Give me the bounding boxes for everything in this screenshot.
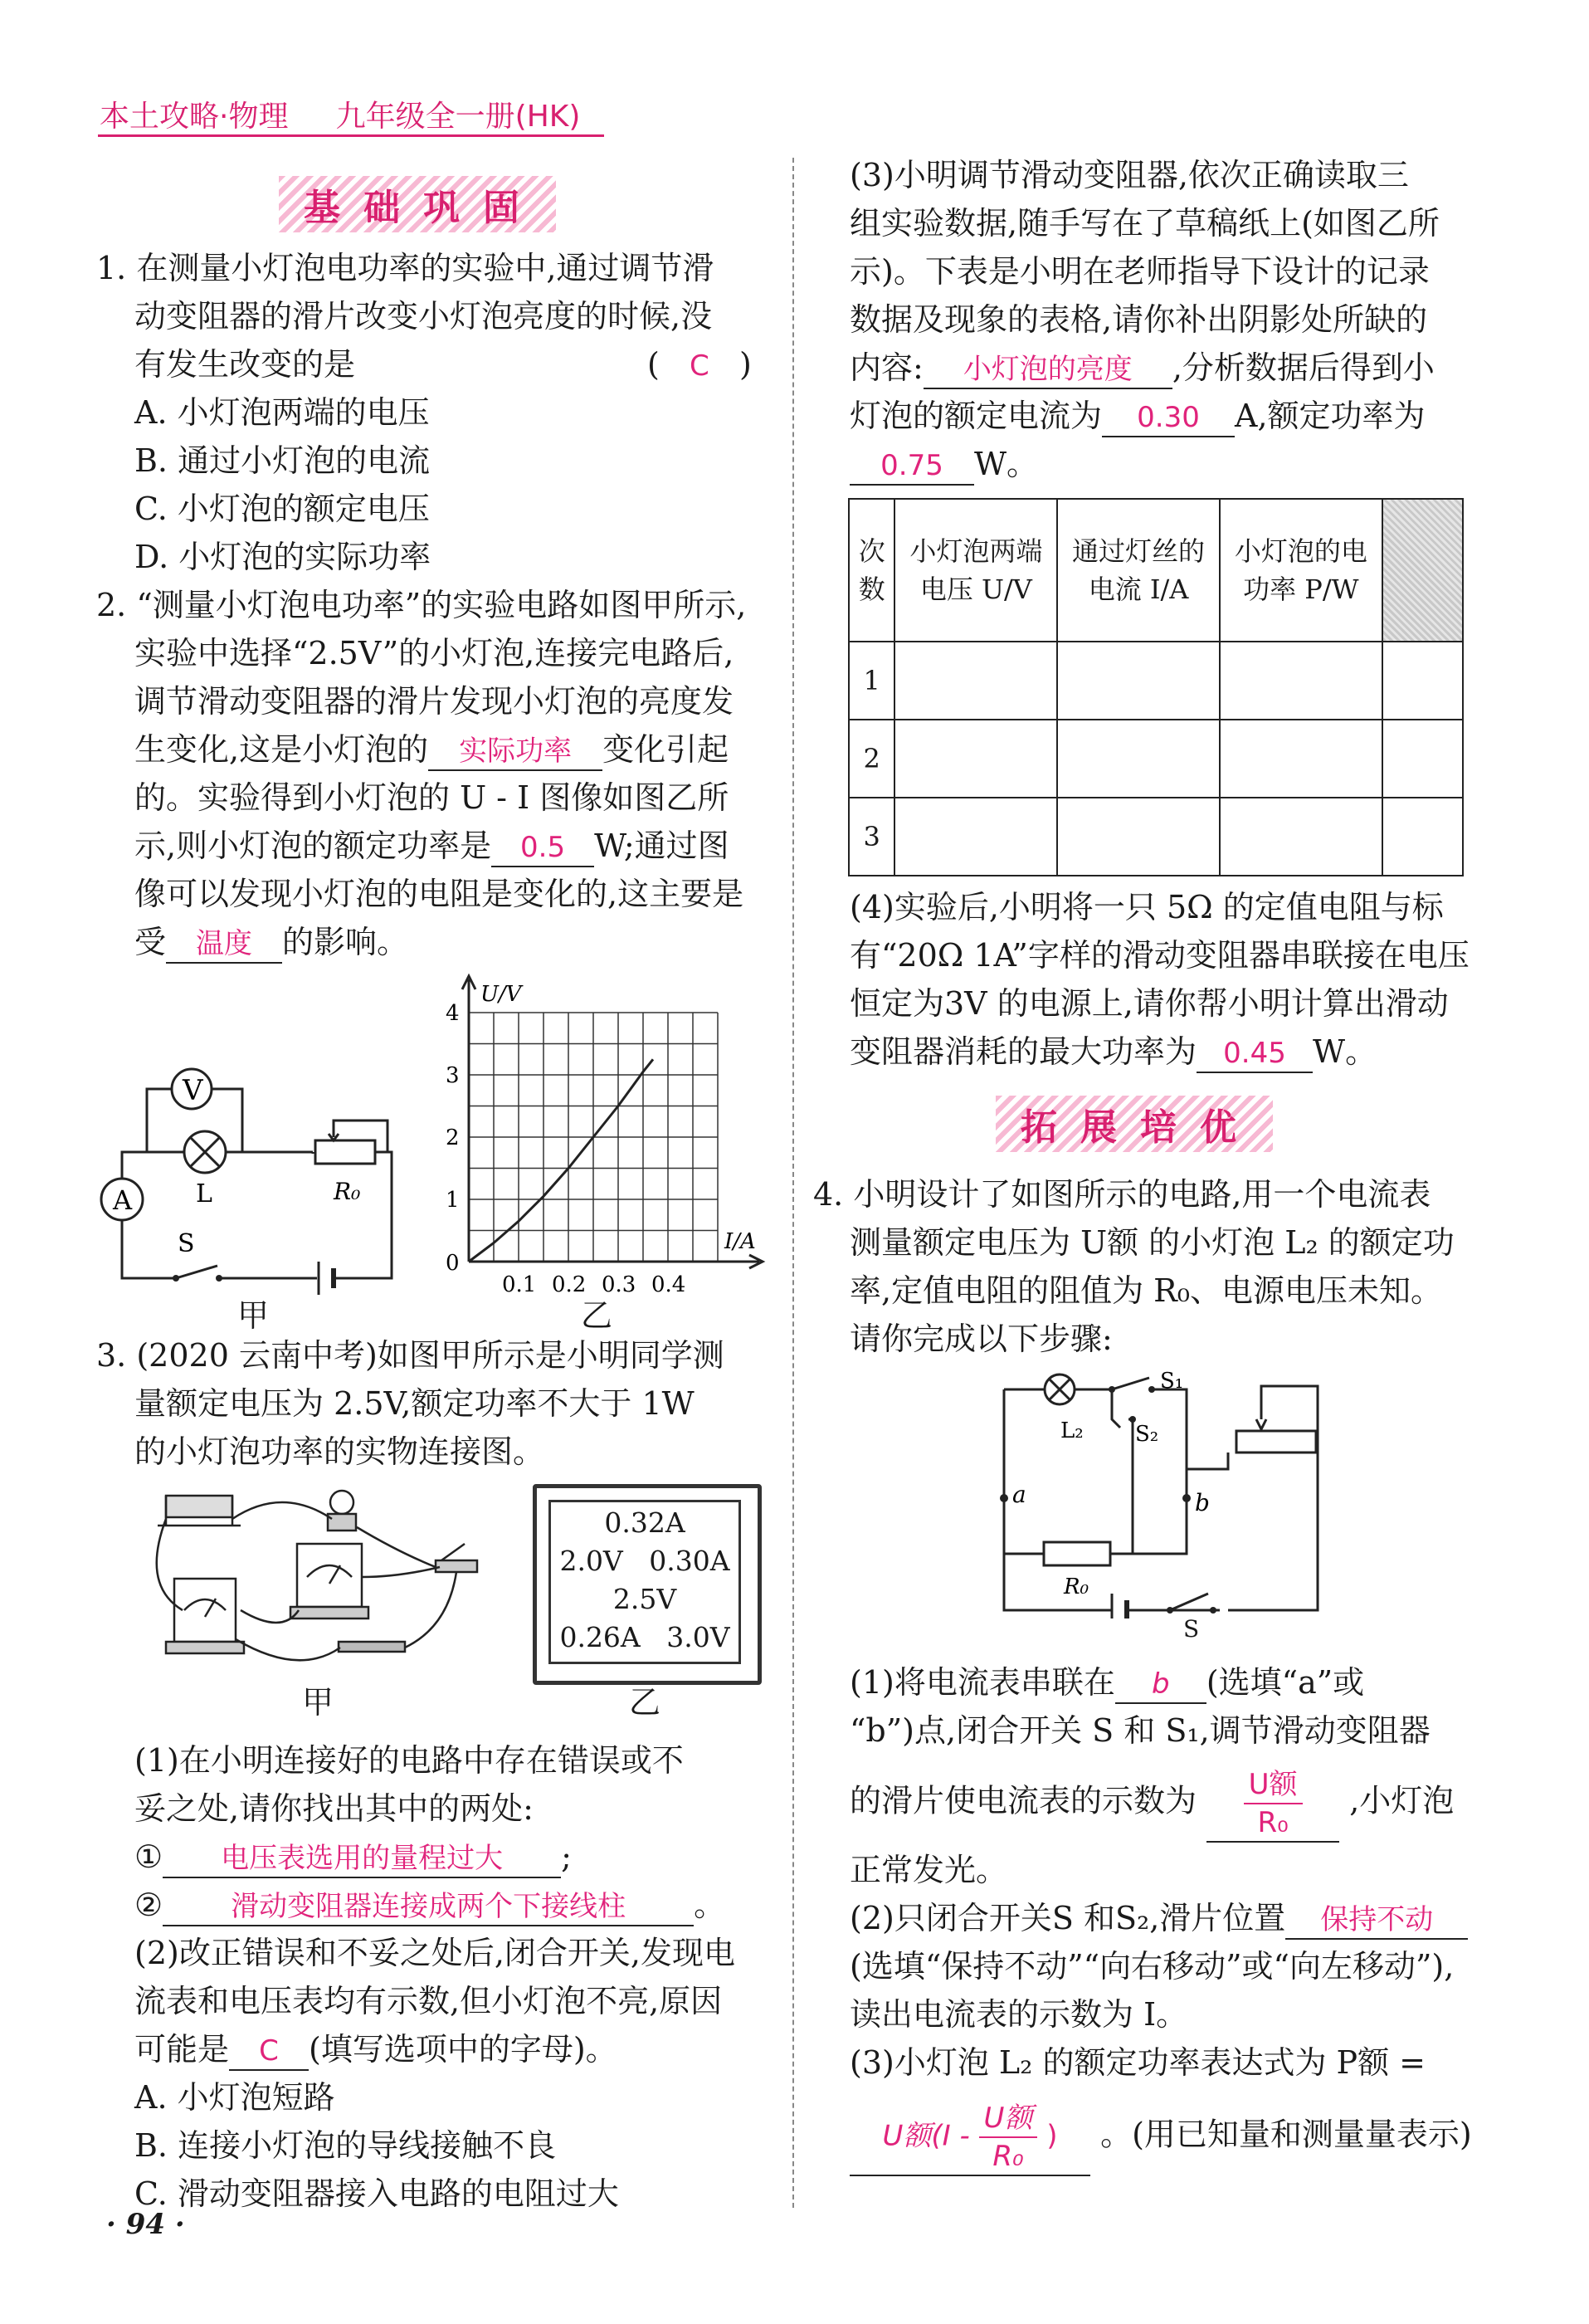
q3-p3-line2: 组实验数据,随手写在了草稿纸上(如图乙所: [850, 205, 1440, 242]
switch-s1-label: S₁: [1160, 1370, 1184, 1394]
q3-p3-line1: (3)小明调节滑动变阻器,依次正确读取三: [850, 157, 1409, 193]
q2-ui-graph: [423, 954, 772, 1303]
q3-p1-answer-1: 电压表选用的量程过大: [163, 1840, 561, 1878]
y-tick-label: 2: [446, 1125, 460, 1150]
q3-apparatus-drawing: [149, 1486, 498, 1668]
q3-p1-line2: 妥之处,请你找出其中的两处:: [134, 1790, 534, 1827]
draft-line-4: 0.26A 3.0V: [559, 1621, 730, 1653]
section-title-extend: 拓展培优: [996, 1096, 1273, 1152]
section-title-basic: 基础巩固: [279, 176, 556, 232]
q4-p2-line3: 读出电流表的示数为 I。: [850, 1996, 1188, 2033]
q3-p3-line4: 数据及现象的表格,请你补出阴影处所缺的: [850, 301, 1428, 338]
resistor-r0-label: R₀: [1064, 1575, 1089, 1599]
table-header-row: [849, 499, 1463, 642]
q1-line2: 动变阻器的滑片改变小灯泡亮度的时候,没: [134, 298, 713, 334]
q4-line3: 率,定值电阻的阻值为 R₀、电源电压未知。: [850, 1272, 1443, 1309]
y-tick-label: 1: [446, 1188, 460, 1213]
q2-circuit-diagram: [93, 1054, 408, 1328]
q2-line3: 调节滑动变阻器的滑片发现小灯泡的亮度发: [134, 683, 734, 720]
q4-p2-line2: (选填“保持不动”“向右移动”或“向左移动”),: [850, 1948, 1455, 1985]
x-tick-label: 0.2: [552, 1272, 587, 1297]
header-underline: [98, 134, 604, 137]
switch-label: S: [178, 1229, 195, 1258]
table-row: [849, 720, 1463, 798]
table-header-power: 小灯泡的电 功率 P/W: [1220, 499, 1382, 642]
y-axis-label: U/V: [480, 982, 522, 1007]
q3-p4-line3: 恒定为3V 的电源上,请你帮小明计算出滑动: [850, 985, 1449, 1022]
main-switch-label: S: [1183, 1615, 1200, 1643]
q3-fig-jia-label: 甲: [302, 1684, 334, 1721]
voltmeter-label: V: [183, 1074, 203, 1107]
table-row: [849, 642, 1463, 720]
q1-answer: C: [690, 349, 709, 383]
q3-p2-answer: C: [229, 2033, 309, 2071]
q4-p1-line1: (1)将电流表串联在 b (选填“a”或: [850, 1658, 1364, 1706]
table-row-num: 1: [849, 642, 894, 720]
q1-option-c: C. 小灯泡的额定电压: [134, 491, 430, 527]
point-a-label: a: [1012, 1481, 1026, 1508]
header-title: [100, 93, 580, 135]
x-tick-label: 0.1: [502, 1272, 537, 1297]
q1-option-a: A. 小灯泡两端的电压: [134, 394, 430, 431]
q4-p1-line2: “b”)点,闭合开关 S 和 S₁,调节滑动变阻器: [850, 1712, 1431, 1749]
q2-line8: 受 温度 的影响。: [134, 918, 408, 966]
q2-answer-3: 温度: [166, 925, 282, 964]
q3-p2-option-c: C. 滑动变阻器接入电路的电阻过大: [134, 2175, 619, 2212]
q3-p3-line7: 0.75 W。: [850, 440, 1038, 488]
q4-p2-answer: 保持不动: [1285, 1902, 1468, 1940]
table-row-num: 3: [849, 798, 894, 876]
q4-p3-answer: U额(I - $\frac{\text{U额}}{\text{R₀}}$ ): [850, 2100, 1090, 2176]
q1-line3: 有发生改变的是: [134, 346, 356, 383]
q4-p1-answer: b: [1115, 1666, 1206, 1704]
table-header-shaded: [1382, 499, 1463, 642]
q2-answer-2: 0.5: [491, 829, 594, 867]
q3-p2-line3: 可能是 C (填写选项中的字母)。: [134, 2025, 617, 2073]
draft-line-3: 2.5V: [612, 1583, 677, 1615]
q3-p2-option-a: A. 小灯泡短路: [134, 2079, 335, 2116]
lamp-l2-label: L₂: [1060, 1418, 1084, 1443]
x-tick-label: 0.4: [651, 1272, 686, 1297]
ui-curve: [469, 1059, 653, 1262]
q3-p3-answer-2: 0.30: [1102, 399, 1235, 437]
q4-line4: 请你完成以下步骤:: [850, 1321, 1113, 1357]
q3-p2-line1: (2)改正错误和不妥之处后,闭合开关,发现电: [134, 1935, 735, 1971]
q4-p3-line1: (3)小灯泡 L₂ 的额定功率表达式为 P额 =: [850, 2044, 1426, 2081]
q3-p3-line6: 灯泡的额定电流为 0.30 A,额定功率为: [850, 392, 1426, 440]
grade-label: 九年级全一册(HK): [335, 100, 581, 134]
q2-fig-jia-label: 甲: [237, 1297, 270, 1334]
q3-p1-line1: (1)在小明连接好的电路中存在错误或不: [134, 1742, 684, 1779]
table-header-current: 通过灯丝的 电流 I/A: [1057, 499, 1219, 642]
point-b-label: b: [1195, 1489, 1210, 1516]
q3-draft-frame: [533, 1484, 762, 1685]
q3-line1: 3. (2020 云南中考)如图甲所示是小明同学测: [96, 1337, 724, 1374]
rheostat-symbol: [315, 1140, 375, 1164]
q3-p1-answer-line-2: ② 滑动变阻器连接成两个下接线柱 。: [134, 1881, 725, 1929]
q2-line5: 的。实验得到小灯泡的 U - I 图像如图乙所: [134, 779, 729, 816]
q4-line1: 4. 小明设计了如图所示的电路,用一个电流表: [813, 1176, 1431, 1213]
q3-p3-answer-1: 小灯泡的亮度: [924, 351, 1172, 389]
x-tick-label: 0.3: [602, 1272, 636, 1297]
q4-circuit-diagram: [987, 1370, 1336, 1618]
q3-p2-option-b: B. 连接小灯泡的导线接触不良: [134, 2127, 557, 2164]
q2-answer-1: 实际功率: [428, 733, 602, 771]
draft-line-1: 0.32A: [604, 1506, 685, 1539]
q2-line1: 2. “测量小灯泡电功率”的实验电路如图甲所示,: [96, 587, 747, 623]
origin-label: 0: [446, 1251, 460, 1276]
y-tick-label: 3: [446, 1063, 460, 1088]
q3-p3-answer-3: 0.75: [850, 447, 974, 486]
q3-line2: 量额定电压为 2.5V,额定功率不大于 1W: [134, 1385, 695, 1422]
q3-p4-line2: 有“20Ω 1A”字样的滑动变阻器串联接在电压: [850, 937, 1470, 974]
q4-p2-line1: (2)只闭合开关S 和S₂,滑片位置 保持不动: [850, 1894, 1468, 1942]
q3-p1-answer-2: 滑动变阻器连接成两个下接线柱: [163, 1888, 694, 1926]
table-row-num: 2: [849, 720, 894, 798]
q4-line2: 测量额定电压为 U额 的小灯泡 L₂ 的额定功: [850, 1224, 1455, 1261]
book-title: 本土攻略·物理: [100, 100, 289, 134]
rheostat-label: R₀: [334, 1178, 361, 1205]
q2-line6: 示,则小灯泡的额定功率是 0.5 W;通过图: [134, 822, 729, 870]
q3-p3-line5: 内容: 小灯泡的亮度 ,分析数据后得到小: [850, 344, 1435, 392]
graph-ticks: [446, 982, 756, 1297]
table-header-num: 次 数: [849, 499, 894, 642]
q4-p1-line3: 的滑片使电流表的示数为 $\frac{\text{U额}}{\text{R₀}}$ ,小灯泡: [850, 1766, 1454, 1843]
q3-fig-yi-label: 乙: [629, 1684, 661, 1721]
lamp-label: L: [196, 1179, 212, 1208]
q3-p2-line2: 流表和电压表均有示数,但小灯泡不亮,原因: [134, 1983, 723, 2019]
q4-p1-answer-fraction: $\frac{\text{U额}}{\text{R₀}}$: [1206, 1766, 1339, 1843]
q4-p1-line4: 正常发光。: [850, 1852, 1008, 1888]
q4-p3-line2: U额(I - $\frac{\text{U额}}{\text{R₀}}$ ) 。(用已知量和测量量表示): [850, 2100, 1472, 2176]
rheostat-symbol: [1236, 1431, 1316, 1452]
resistor-r0-symbol: [1044, 1542, 1110, 1565]
q1-line1: 1. 在测量小灯泡电功率的实验中,通过调节滑: [96, 250, 714, 286]
q2-fig-yi-label: 乙: [581, 1297, 613, 1334]
q3-p4-line4: 变阻器消耗的最大功率为 0.45 W。: [850, 1028, 1377, 1076]
column-divider: [792, 158, 794, 2208]
q1-option-b: B. 通过小灯泡的电流: [134, 442, 431, 479]
ammeter-label: A: [113, 1184, 133, 1216]
q2-line7: 像可以发现小灯泡的电阻是变化的,这主要是: [134, 876, 744, 912]
table-header-voltage: 小灯泡两端 电压 U/V: [894, 499, 1057, 642]
y-tick-label: 4: [446, 1001, 460, 1026]
q1-option-d: D. 小灯泡的实际功率: [134, 539, 431, 575]
switch-s2-label: S₂: [1135, 1422, 1159, 1447]
page-number: · 94 ·: [106, 2208, 185, 2241]
q3-p3-line3: 示)。下表是小明在老师指导下设计的记录: [850, 253, 1430, 290]
q3-draft-paper: [548, 1500, 741, 1664]
q1-answer-bracket: ( C ): [647, 340, 752, 390]
table-row: [849, 798, 1463, 876]
q3-p4-answer: 0.45: [1197, 1035, 1313, 1073]
q2-line2: 实验中选择“2.5V”的小灯泡,连接完电路后,: [134, 635, 734, 671]
q3-record-table: [848, 498, 1464, 876]
q2-line4: 生变化,这是小灯泡的 实际功率 变化引起: [134, 725, 729, 774]
q3-p4-line1: (4)实验后,小明将一只 5Ω 的定值电阻与标: [850, 889, 1444, 925]
q3-line3: 的小灯泡功率的实物连接图。: [134, 1433, 545, 1470]
draft-line-2: 2.0V 0.30A: [559, 1545, 730, 1577]
q3-p1-answer-line-1: ① 电压表选用的量程过大 ;: [134, 1833, 572, 1881]
x-axis-label: I/A: [724, 1229, 756, 1254]
